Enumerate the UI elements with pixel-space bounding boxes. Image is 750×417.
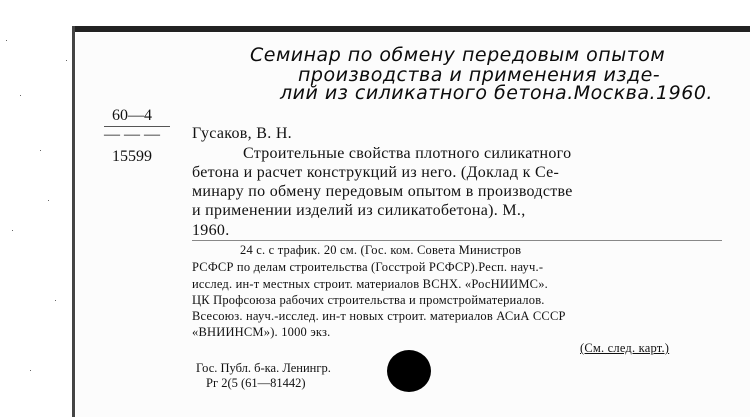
details-line-6: «ВНИИНСМ»). 1000 экз. [192,325,331,339]
card-top-edge [72,26,750,32]
details-line-1: 24 с. с трафик. 20 см. (Гос. ком. Совета Министров [240,243,522,257]
details-line-4: ЦК Профсоюза рабочих строительства и промстройматериалов. [192,293,545,307]
details-line-3: исслед. ин-т местных строит. материалов ВСНХ. «РосНИИМС». [192,277,548,291]
shelf-code: 60—4 [112,107,152,124]
entry-year: 1960. [192,222,230,239]
inventory-number: 15599 [112,148,152,165]
punch-hole [387,350,431,392]
print-code: Рг 2(5 (61—81442) [206,376,306,390]
handwritten-title-line-2: производства и применения изде- [298,64,661,86]
entry-title-line-4: и применении изделий из силикатобетона). М., [192,202,526,219]
card-left-edge [72,26,75,417]
entry-title-line-2: бетона и расчет конструкций из него. (Доклад к Се- [192,164,560,181]
library-stamp: Гос. Публ. б-ка. Ленингр. [196,361,331,375]
code-dashes: — — — [104,126,160,143]
details-line-5: Всесоюз. науч.-исслед. ин-т новых строит. материалов АСиА СССР [192,309,566,323]
entry-title-line-3: минару по обмену передовым опытом в производстве [192,183,573,200]
entry-title-line-1: Строительные свойства плотного силикатного [243,145,572,162]
details-line-2: РСФСР по делам строительства (Госстрой РСФСР).Респ. науч.- [192,260,544,274]
see-next-card-note: (См. след. карт.) [580,341,670,355]
entry-author: Гусаков, В. Н. [192,125,292,142]
section-divider [192,240,722,241]
handwritten-title-line-1: Семинар по обмену передовым опытом [250,44,666,66]
handwritten-title-line-3: лий из силикатного бетона.Москва.1960. [280,82,713,104]
